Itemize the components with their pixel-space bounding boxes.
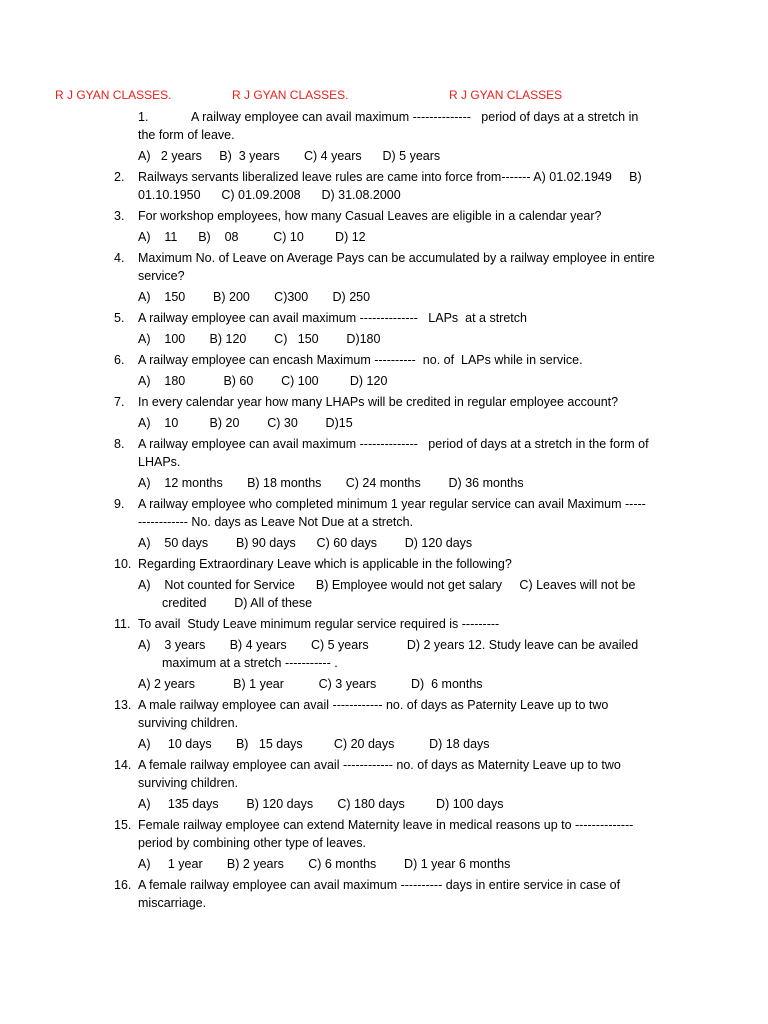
question-text: A female railway employee can avail maximum ---------- days in entire service in case of <box>138 878 621 892</box>
question-number: 7. <box>114 395 125 409</box>
question-number: 4. <box>114 251 125 265</box>
question-number: 14. <box>114 758 132 772</box>
question-number: 16. <box>114 878 132 892</box>
question-text-cont: ------------ No. days as Leave Not Due at a stretch. <box>138 515 414 529</box>
question-text: Female railway employee can extend Maternity leave in medical reasons up to -------------- <box>138 818 634 832</box>
question-text: A female railway employee can avail ------------ no. of days as Maternity Leave up to two <box>138 758 621 772</box>
question-text: Railways servants liberalized leave rules are came into force from------- A) 01.02.1949 B) <box>138 170 642 184</box>
question-text-cont: service? <box>138 269 185 283</box>
header-center: R J GYAN CLASSES. <box>232 88 349 102</box>
question-text: To avail Study Leave minimum regular service required is --------- <box>138 617 500 631</box>
question-text: Maximum No. of Leave on Average Pays can be accumulated by a railway employee in entire <box>138 251 655 265</box>
question-number: 2. <box>114 170 125 184</box>
question-text-cont: surviving children. <box>138 776 239 790</box>
question-number: 10. <box>114 557 132 571</box>
question-text: A railway employee can avail maximum -------------- period of days at a stretch in the form of <box>138 437 649 451</box>
question-options: A) 50 days B) 90 days C) 60 days D) 120 days <box>138 536 473 550</box>
question-number: 6. <box>114 353 125 367</box>
question-text: In every calendar year how many LHAPs will be credited in regular employee account? <box>138 395 619 409</box>
question-number: 8. <box>114 437 125 451</box>
question-text: A male railway employee can avail ------------ no. of days as Paternity Leave up to two <box>138 698 609 712</box>
question-number: 9. <box>114 497 125 511</box>
question-options: A) 100 B) 120 C) 150 D)180 <box>138 332 381 346</box>
question-number: 13. <box>114 698 132 712</box>
question-text: A railway employee can avail maximum -------------- period of days at a stretch in <box>191 110 639 124</box>
question-text: Regarding Extraordinary Leave which is applicable in the following? <box>138 557 512 571</box>
question-options-cont: maximum at a stretch ----------- . <box>162 656 338 670</box>
question-options: A) 2 years B) 1 year C) 3 years D) 6 months <box>138 677 483 691</box>
question-options: A) 150 B) 200 C)300 D) 250 <box>138 290 371 304</box>
question-options-cont: credited D) All of these <box>162 596 313 610</box>
question-options: A) 1 year B) 2 years C) 6 months D) 1 year 6 months <box>138 857 511 871</box>
question-options: A) 135 days B) 120 days C) 180 days D) 100 days <box>138 797 504 811</box>
question-options: A) 12 months B) 18 months C) 24 months D) 36 months <box>138 476 524 490</box>
question-number: 15. <box>114 818 132 832</box>
header-right: R J GYAN CLASSES <box>449 88 563 102</box>
question-options: A) 3 years B) 4 years C) 5 years D) 2 years 12. Study leave can be availed <box>138 638 639 652</box>
question-text-cont: the form of leave. <box>138 128 235 142</box>
question-text-cont: LHAPs. <box>138 455 181 469</box>
question-options: A) 11 B) 08 C) 10 D) 12 <box>138 230 366 244</box>
question-text: For workshop employees, how many Casual Leaves are eligible in a calendar year? <box>138 209 602 223</box>
question-number: 5. <box>114 311 125 325</box>
question-number: 3. <box>114 209 125 223</box>
question-options: A) 10 B) 20 C) 30 D)15 <box>138 416 353 430</box>
question-text-cont: miscarriage. <box>138 896 207 910</box>
question-text: A railway employee can avail maximum -------------- LAPs at a stretch <box>138 311 527 325</box>
question-text: A railway employee can encash Maximum ---------- no. of LAPs while in service. <box>138 353 583 367</box>
question-text-cont: surviving children. <box>138 716 239 730</box>
question-number: 1. <box>138 110 149 124</box>
question-text: A railway employee who completed minimum 1 year regular service can avail Maximum ----- <box>138 497 646 511</box>
question-options: A) 10 days B) 15 days C) 20 days D) 18 days <box>138 737 490 751</box>
question-options: A) 2 years B) 3 years C) 4 years D) 5 years <box>138 149 441 163</box>
question-text-cont: period by combining other type of leaves. <box>138 836 366 850</box>
question-options: A) 180 B) 60 C) 100 D) 120 <box>138 374 388 388</box>
question-text-cont: 01.10.1950 C) 01.09.2008 D) 31.08.2000 <box>138 188 401 202</box>
question-number: 11. <box>114 617 131 631</box>
header-left: R J GYAN CLASSES. <box>55 88 172 102</box>
question-options: A) Not counted for Service B) Employee would not get salary C) Leaves will not be <box>138 578 636 592</box>
